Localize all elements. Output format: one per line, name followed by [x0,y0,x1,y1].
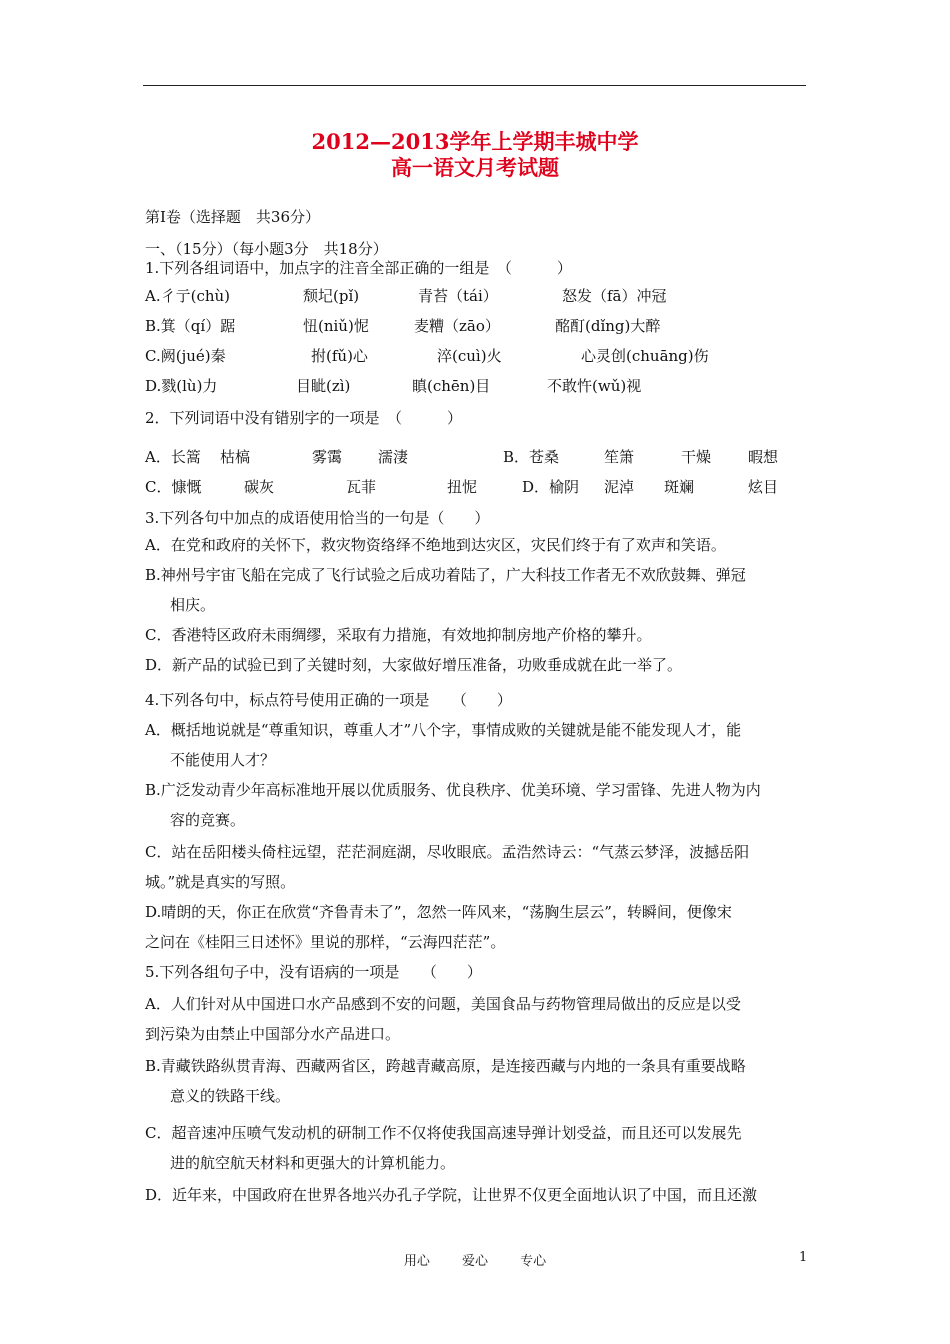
option-item: 濡淒 [378,448,409,466]
option-item: 碳灰 [244,478,275,496]
option-item: 斑斓 [664,478,695,496]
question-5-option-b: B.青藏铁路纵贯青海、西藏两省区，跨越青藏高原，是连接西藏与内地的一条具有重要战略 [145,1057,746,1075]
question-5-option-d: D．近年来，中国政府在世界各地兴办孔子学院，让世界不仅更全面地认识了中国，而且还激 [145,1186,758,1204]
question-5-stem: 5.下列各组句子中，没有语病的一项是 （ ） [145,963,482,981]
option-item: D．榆阴 [522,478,580,496]
question-3-option-b-cont: 相庆。 [170,596,216,614]
footer-motto: 用心 [403,1254,430,1269]
option-item: 不敢忤(wǔ)视 [547,377,642,395]
page-number: 1 [799,1250,808,1265]
page-footer [0,1250,950,1269]
footer-motto: 专心 [520,1254,547,1269]
option-item: 扭怩 [447,478,478,496]
question-3-option-c: C．香港特区政府未雨绸缪，采取有力措施，有效地抑制房地产价格的攀升。 [145,626,652,644]
question-5-option-b-cont: 意义的铁路干线。 [170,1087,291,1105]
section-heading: 第Ⅰ卷（选择题 共36分） [145,208,321,226]
question-4-stem: 4.下列各句中，标点符号使用正确的一项是 （ ） [145,691,512,709]
question-4-option-c-cont: 城。”就是真实的写照。 [145,873,296,891]
question-5-option-c: C．超音速冲压喷气发动机的研制工作不仅将使我国高速导弹计划受益，而且还可以发展先 [145,1124,742,1142]
option-item: 雾霭 [312,448,343,466]
question-3-option-b: B.神州号宇宙飞船在完成了飞行试验之后成功着陆了，广大科技工作者无不欢欣鼓舞、弹冠 [145,566,746,584]
option-item: A.彳亍(chù) [145,287,231,305]
question-1-stem: 1.下列各组词语中，加点字的注音全部正确的一组是 （ ） [145,259,572,277]
option-item: A．长篙 [145,448,201,466]
option-item: C.阙(jué)秦 [145,347,226,365]
option-item: 心灵创(chuāng)伤 [581,347,709,365]
question-4-option-b-cont: 容的竞赛。 [170,811,246,829]
exam-title-line1: 2012—2013学年上学期丰城中学 [311,129,639,154]
question-5-option-c-cont: 进的航空航天材料和更强大的计算机能力。 [170,1154,456,1172]
option-item: 淬(cuì)火 [437,347,502,365]
option-item: 暇想 [748,448,779,466]
option-item: 瓦菲 [346,478,377,496]
option-item: 忸(niǔ)怩 [303,317,369,335]
exam-title-line2: 高一语文月考试题 [391,155,559,180]
option-item: 炫目 [748,478,779,496]
question-3-stem: 3.下列各句中加点的成语使用恰当的一句是（ ） [145,509,490,527]
option-item: 麦糟（zāo） [414,317,500,335]
option-item: C．慷慨 [145,478,202,496]
header-rule [143,85,806,86]
option-item: B.箕（qí）踞 [145,317,236,335]
question-4-option-d: D.晴朗的天，你正在欣赏“齐鲁青未了”，忽然一阵风来，“荡胸生层云”，转瞬间，便像宋 [145,903,732,921]
option-item: D.戮(lù)力 [145,377,218,395]
option-item: 酩酊(dǐng)大醉 [555,317,661,335]
option-item: 瞋(chēn)目 [412,377,491,395]
question-4-option-c: C．站在岳阳楼头倚柱远望，茫茫洞庭湖，尽收眼底。孟浩然诗云：“气蒸云梦泽，波撼岳阳 [145,843,750,861]
question-5-option-a-cont: 到污染为由禁止中国部分水产品进口。 [145,1025,401,1043]
question-5-option-a: A．人们针对从中国进口水产品感到不安的问题，美国食品与药物管理局做出的反应是以受 [145,995,741,1013]
footer-motto: 爱心 [461,1254,488,1269]
option-item: 枯槁 [220,448,251,466]
option-item: 怒发（fā）冲冠 [562,287,667,305]
question-3-option-d: D．新产品的试验已到了关键时刻，大家做好增压准备，功败垂成就在此一举了。 [145,656,683,674]
question-4-option-d-cont: 之问在《桂阳三日述怀》里说的那样，“云海四茫茫”。 [145,933,506,951]
question-4-option-a-cont: 不能使用人才？ [170,751,276,769]
option-item: 笙箫 [604,448,635,466]
question-4-option-a: A．概括地说就是“尊重知识，尊重人才”八个字，事情成败的关键就是能不能发现人才，能 [145,721,742,739]
option-item: 颓圮(pǐ) [303,287,360,305]
part-heading: 一、（15分）（每小题3分 共18分） [145,240,388,258]
option-item: 干燥 [681,448,712,466]
question-2-stem: 2．下列词语中没有错别字的一项是 （ ） [145,409,463,427]
question-3-option-a: A．在党和政府的关怀下，救灾物资络绎不绝地到达灾区，灾民们终于有了欢声和笑语。 [145,536,726,554]
option-item: 拊(fǔ)心 [311,347,368,365]
option-item: B．苍桑 [503,448,560,466]
option-item: 泥淖 [604,478,635,496]
option-item: 青苔（tái） [418,287,498,305]
question-4-option-b: B.广泛发动青少年高标准地开展以优质服务、优良秩序、优美环境、学习雷锋、先进人物为内 [145,781,761,799]
option-item: 目眦(zì) [296,377,351,395]
